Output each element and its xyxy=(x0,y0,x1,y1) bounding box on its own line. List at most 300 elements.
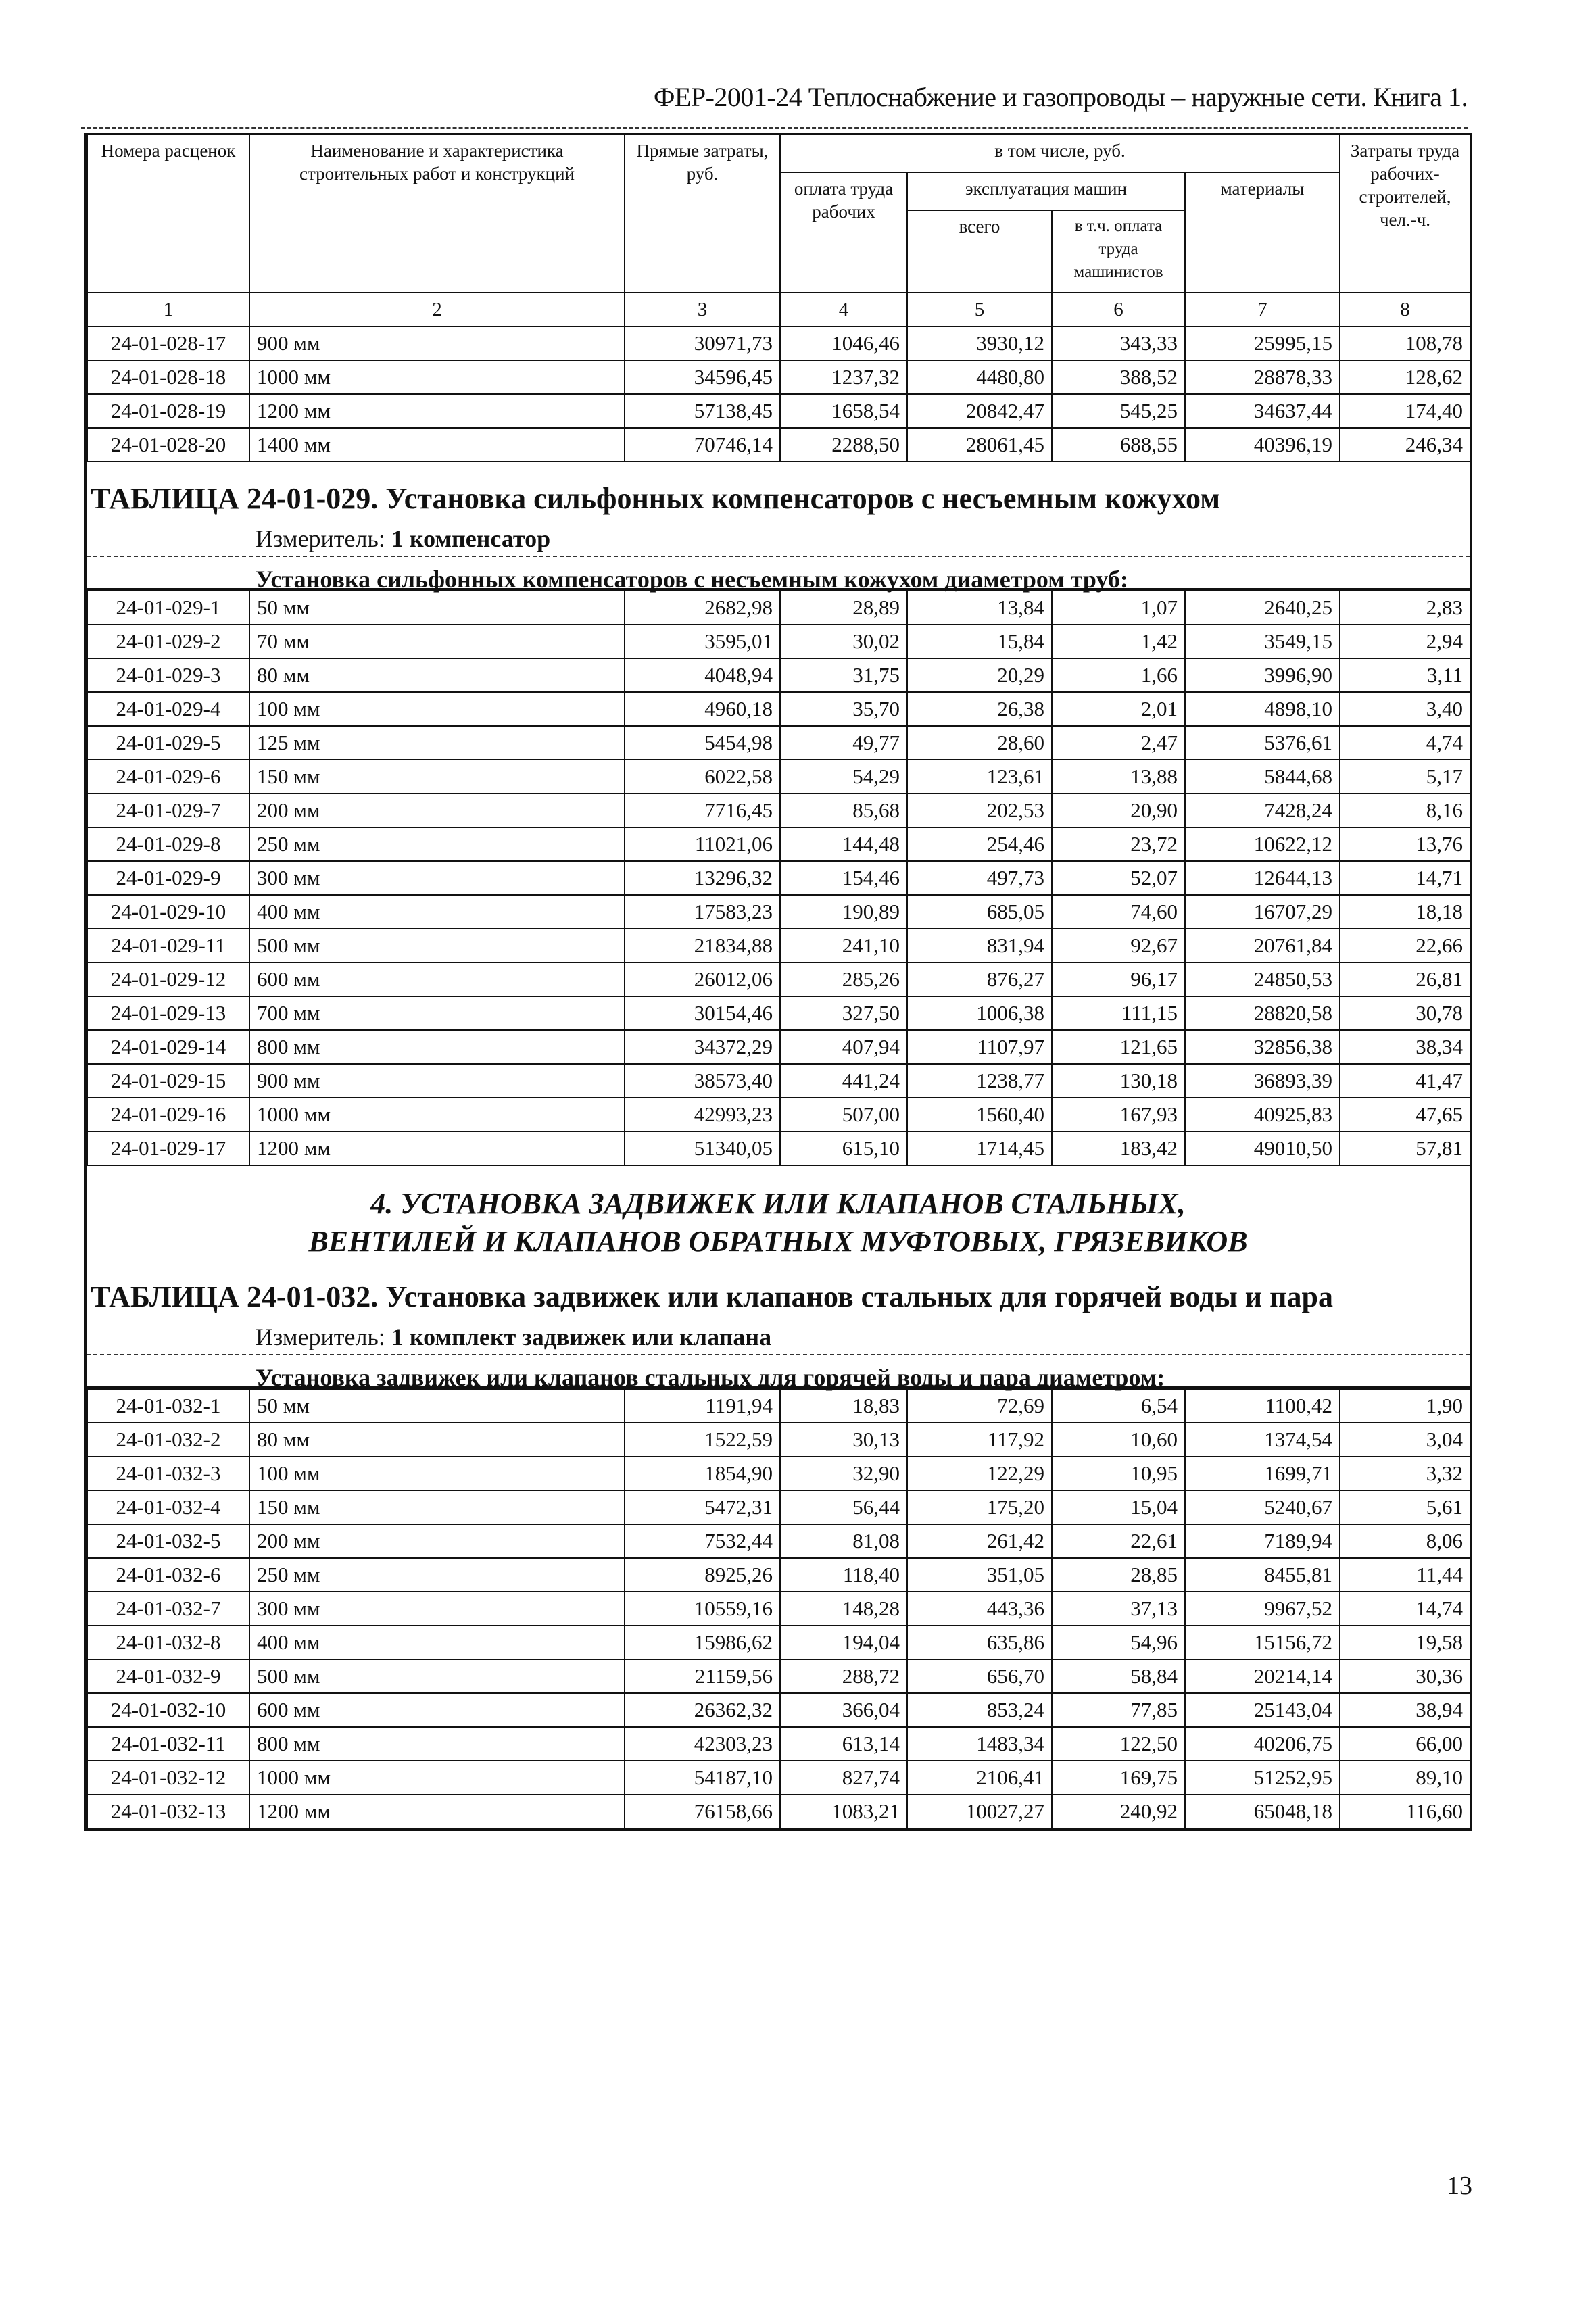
machines-total-cell: 4480,80 xyxy=(907,360,1052,394)
unit-label: Измеритель: xyxy=(256,525,391,552)
machines-total-cell: 1560,40 xyxy=(907,1098,1052,1131)
machines-total-cell: 15,84 xyxy=(907,625,1052,658)
machines-total-cell: 497,73 xyxy=(907,861,1052,895)
materials-cell: 24850,53 xyxy=(1185,962,1340,996)
worker-wages-cell: 31,75 xyxy=(780,658,907,692)
machines-total-cell: 351,05 xyxy=(907,1558,1052,1592)
rate-code-cell: 24-01-032-12 xyxy=(87,1761,249,1795)
table-row xyxy=(87,895,1470,929)
machines-total-cell: 2106,41 xyxy=(907,1761,1052,1795)
rate-code-cell: 24-01-028-17 xyxy=(87,326,249,360)
materials-cell: 7428,24 xyxy=(1185,794,1340,827)
table-row xyxy=(87,1423,1470,1457)
operator-wages-cell: 92,67 xyxy=(1052,929,1185,962)
work-description-cell: 1000 мм xyxy=(249,1761,625,1795)
worker-wages-cell: 54,29 xyxy=(780,760,907,794)
direct-costs-cell: 17583,23 xyxy=(625,895,780,929)
operator-wages-cell: 121,65 xyxy=(1052,1030,1185,1064)
work-description-cell: 125 мм xyxy=(249,726,625,760)
rate-code-cell: 24-01-029-11 xyxy=(87,929,249,962)
materials-cell: 8455,81 xyxy=(1185,1558,1340,1592)
materials-cell: 3549,15 xyxy=(1185,625,1340,658)
work-description-cell: 80 мм xyxy=(249,1423,625,1457)
operator-wages-cell: 1,07 xyxy=(1052,591,1185,625)
table-row xyxy=(87,1064,1470,1098)
materials-cell: 2640,25 xyxy=(1185,591,1340,625)
worker-wages-cell: 30,13 xyxy=(780,1423,907,1457)
worker-wages-cell: 30,02 xyxy=(780,625,907,658)
table-row xyxy=(87,1098,1470,1131)
rates-table-028 xyxy=(87,133,1471,462)
direct-costs-cell: 54187,10 xyxy=(625,1761,780,1795)
materials-cell: 5240,67 xyxy=(1185,1490,1340,1524)
materials-cell: 40206,75 xyxy=(1185,1727,1340,1761)
rate-code-cell: 24-01-029-15 xyxy=(87,1064,249,1098)
operator-wages-cell: 167,93 xyxy=(1052,1098,1185,1131)
work-description-cell: 1200 мм xyxy=(249,1131,625,1165)
work-description-cell: 250 мм xyxy=(249,1558,625,1592)
table-row xyxy=(87,827,1470,861)
materials-cell: 32856,38 xyxy=(1185,1030,1340,1064)
direct-costs-cell: 1854,90 xyxy=(625,1457,780,1490)
materials-cell: 51252,95 xyxy=(1185,1761,1340,1795)
labor-hours-cell: 38,34 xyxy=(1340,1030,1470,1064)
labor-hours-cell: 5,17 xyxy=(1340,760,1470,794)
direct-costs-cell: 34596,45 xyxy=(625,360,780,394)
rate-code-cell: 24-01-029-5 xyxy=(87,726,249,760)
rate-code-cell: 24-01-029-9 xyxy=(87,861,249,895)
work-description-cell: 200 мм xyxy=(249,1524,625,1558)
worker-wages-cell: 827,74 xyxy=(780,1761,907,1795)
rows-032 xyxy=(87,1389,1470,1828)
materials-cell: 20214,14 xyxy=(1185,1659,1340,1693)
direct-costs-cell: 13296,32 xyxy=(625,861,780,895)
machines-total-cell: 1107,97 xyxy=(907,1030,1052,1064)
operator-wages-cell: 37,13 xyxy=(1052,1592,1185,1626)
worker-wages-cell: 118,40 xyxy=(780,1558,907,1592)
operator-wages-cell: 77,85 xyxy=(1052,1693,1185,1727)
unit-value: 1 комплект задвижек или клапана xyxy=(391,1323,772,1350)
operator-wages-cell: 343,33 xyxy=(1052,326,1185,360)
machines-total-cell: 122,29 xyxy=(907,1457,1052,1490)
work-description-cell: 150 мм xyxy=(249,760,625,794)
worker-wages-cell: 144,48 xyxy=(780,827,907,861)
labor-hours-cell: 5,61 xyxy=(1340,1490,1470,1524)
page-number: 13 xyxy=(1447,2172,1472,2200)
unit-value: 1 компенсатор xyxy=(391,525,551,552)
worker-wages-cell: 1658,54 xyxy=(780,394,907,428)
work-description-cell: 1200 мм xyxy=(249,394,625,428)
labor-hours-cell: 89,10 xyxy=(1340,1761,1470,1795)
labor-hours-cell: 4,74 xyxy=(1340,726,1470,760)
machines-total-cell: 254,46 xyxy=(907,827,1052,861)
materials-cell: 16707,29 xyxy=(1185,895,1340,929)
work-description-cell: 150 мм xyxy=(249,1490,625,1524)
table-032-title: ТАБЛИЦА 24-01-032. Установка задвижек или клапанов стальных для горячей воды и пара xyxy=(91,1280,1333,1313)
worker-wages-cell: 1046,46 xyxy=(780,326,907,360)
table-row xyxy=(87,591,1470,625)
materials-cell: 3996,90 xyxy=(1185,658,1340,692)
labor-hours-cell: 8,16 xyxy=(1340,794,1470,827)
column-number: 3 xyxy=(625,293,780,326)
machines-total-cell: 685,05 xyxy=(907,895,1052,929)
worker-wages-cell: 613,14 xyxy=(780,1727,907,1761)
rate-code-cell: 24-01-032-7 xyxy=(87,1592,249,1626)
direct-costs-cell: 70746,14 xyxy=(625,428,780,462)
table-row xyxy=(87,1727,1470,1761)
labor-hours-cell: 108,78 xyxy=(1340,326,1470,360)
table-row xyxy=(87,1626,1470,1659)
direct-costs-cell: 21834,88 xyxy=(625,929,780,962)
header-including: в том числе, руб. xyxy=(780,135,1340,173)
direct-costs-cell: 2682,98 xyxy=(625,591,780,625)
worker-wages-cell: 81,08 xyxy=(780,1524,907,1558)
direct-costs-cell: 1191,94 xyxy=(625,1389,780,1423)
table-row xyxy=(87,1490,1470,1524)
machines-total-cell: 28,60 xyxy=(907,726,1052,760)
operator-wages-cell: 58,84 xyxy=(1052,1659,1185,1693)
work-description-cell: 400 мм xyxy=(249,1626,625,1659)
rate-code-cell: 24-01-029-8 xyxy=(87,827,249,861)
labor-hours-cell: 11,44 xyxy=(1340,1558,1470,1592)
labor-hours-cell: 30,78 xyxy=(1340,996,1470,1030)
rate-code-cell: 24-01-032-8 xyxy=(87,1626,249,1659)
materials-cell: 9967,52 xyxy=(1185,1592,1340,1626)
header-machines-total: всего xyxy=(907,210,1052,293)
machines-total-cell: 1238,77 xyxy=(907,1064,1052,1098)
table-row xyxy=(87,929,1470,962)
labor-hours-cell: 57,81 xyxy=(1340,1131,1470,1165)
rate-code-cell: 24-01-032-5 xyxy=(87,1524,249,1558)
table-row xyxy=(87,962,1470,996)
operator-wages-cell: 545,25 xyxy=(1052,394,1185,428)
materials-cell: 49010,50 xyxy=(1185,1131,1340,1165)
machines-total-cell: 123,61 xyxy=(907,760,1052,794)
rate-code-cell: 24-01-032-11 xyxy=(87,1727,249,1761)
running-head: ФЕР-2001-24 Теплоснабжение и газопроводы – наружные сети. Книга 1. xyxy=(653,82,1468,112)
rate-code-cell: 24-01-029-14 xyxy=(87,1030,249,1064)
table-row xyxy=(87,996,1470,1030)
direct-costs-cell: 42993,23 xyxy=(625,1098,780,1131)
labor-hours-cell: 13,76 xyxy=(1340,827,1470,861)
work-description-cell: 100 мм xyxy=(249,692,625,726)
work-description-cell: 900 мм xyxy=(249,1064,625,1098)
labor-hours-cell: 22,66 xyxy=(1340,929,1470,962)
rate-sheet xyxy=(84,133,1472,1831)
machines-total-cell: 876,27 xyxy=(907,962,1052,996)
machines-total-cell: 1006,38 xyxy=(907,996,1052,1030)
table-row xyxy=(87,326,1470,360)
rate-code-cell: 24-01-032-13 xyxy=(87,1795,249,1828)
table-032-unit xyxy=(87,1316,1470,1355)
work-description-cell: 100 мм xyxy=(249,1457,625,1490)
operator-wages-cell: 688,55 xyxy=(1052,428,1185,462)
operator-wages-cell: 1,42 xyxy=(1052,625,1185,658)
chapter-heading-line-2: ВЕНТИЛЕЙ И КЛАПАНОВ ОБРАТНЫХ МУФТОВЫХ, ГРЯЗЕВИКОВ xyxy=(308,1225,1248,1258)
work-description-cell: 900 мм xyxy=(249,326,625,360)
table-row xyxy=(87,1761,1470,1795)
table-row xyxy=(87,360,1470,394)
labor-hours-cell: 2,83 xyxy=(1340,591,1470,625)
rate-code-cell: 24-01-028-20 xyxy=(87,428,249,462)
worker-wages-cell: 327,50 xyxy=(780,996,907,1030)
work-description-cell: 400 мм xyxy=(249,895,625,929)
column-number: 8 xyxy=(1340,293,1470,326)
operator-wages-cell: 10,95 xyxy=(1052,1457,1185,1490)
direct-costs-cell: 51340,05 xyxy=(625,1131,780,1165)
operator-wages-cell: 23,72 xyxy=(1052,827,1185,861)
work-description-cell: 200 мм xyxy=(249,794,625,827)
materials-cell: 4898,10 xyxy=(1185,692,1340,726)
machines-total-cell: 853,24 xyxy=(907,1693,1052,1727)
machines-total-cell: 635,86 xyxy=(907,1626,1052,1659)
operator-wages-cell: 52,07 xyxy=(1052,861,1185,895)
table-row xyxy=(87,726,1470,760)
materials-cell: 36893,39 xyxy=(1185,1064,1340,1098)
worker-wages-cell: 56,44 xyxy=(780,1490,907,1524)
column-number: 6 xyxy=(1052,293,1185,326)
operator-wages-cell: 54,96 xyxy=(1052,1626,1185,1659)
table-row xyxy=(87,1457,1470,1490)
table-row xyxy=(87,1558,1470,1592)
materials-cell: 40396,19 xyxy=(1185,428,1340,462)
table-029-unit xyxy=(87,518,1470,557)
materials-cell: 20761,84 xyxy=(1185,929,1340,962)
direct-costs-cell: 15986,62 xyxy=(625,1626,780,1659)
materials-cell: 15156,72 xyxy=(1185,1626,1340,1659)
table-row xyxy=(87,1524,1470,1558)
table-row xyxy=(87,1030,1470,1064)
worker-wages-cell: 154,46 xyxy=(780,861,907,895)
work-description-cell: 300 мм xyxy=(249,861,625,895)
direct-costs-cell: 8925,26 xyxy=(625,1558,780,1592)
materials-cell: 65048,18 xyxy=(1185,1795,1340,1828)
labor-hours-cell: 246,34 xyxy=(1340,428,1470,462)
labor-hours-cell: 41,47 xyxy=(1340,1064,1470,1098)
rate-code-cell: 24-01-032-4 xyxy=(87,1490,249,1524)
machines-total-cell: 10027,27 xyxy=(907,1795,1052,1828)
operator-wages-cell: 22,61 xyxy=(1052,1524,1185,1558)
direct-costs-cell: 7716,45 xyxy=(625,794,780,827)
table-029-subheading: Установка сильфонных компенсаторов с несъемным кожухом диаметром труб: xyxy=(87,557,1470,590)
operator-wages-cell: 20,90 xyxy=(1052,794,1185,827)
worker-wages-cell: 441,24 xyxy=(780,1064,907,1098)
direct-costs-cell: 5454,98 xyxy=(625,726,780,760)
labor-hours-cell: 19,58 xyxy=(1340,1626,1470,1659)
rate-code-cell: 24-01-029-7 xyxy=(87,794,249,827)
header-direct-costs: Прямые затраты, руб. xyxy=(625,135,780,293)
table-row xyxy=(87,861,1470,895)
rate-code-cell: 24-01-029-2 xyxy=(87,625,249,658)
worker-wages-cell: 18,83 xyxy=(780,1389,907,1423)
header-labor-hours: Затраты труда рабочих-строителей, чел.-ч. xyxy=(1340,135,1470,293)
header-rate-number: Номера расценок xyxy=(87,135,249,293)
rate-code-cell: 24-01-032-10 xyxy=(87,1693,249,1727)
worker-wages-cell: 28,89 xyxy=(780,591,907,625)
machines-total-cell: 3930,12 xyxy=(907,326,1052,360)
operator-wages-cell: 388,52 xyxy=(1052,360,1185,394)
rate-code-cell: 24-01-028-19 xyxy=(87,394,249,428)
header-work-name: Наименование и характеристика строительных работ и конструкций xyxy=(249,135,625,293)
worker-wages-cell: 32,90 xyxy=(780,1457,907,1490)
header-operator-wages: в т.ч. оплата труда машинистов xyxy=(1052,210,1185,293)
work-description-cell: 1400 мм xyxy=(249,428,625,462)
materials-cell: 12644,13 xyxy=(1185,861,1340,895)
rates-table-032 xyxy=(87,1388,1471,1829)
rate-code-cell: 24-01-029-6 xyxy=(87,760,249,794)
operator-wages-cell: 6,54 xyxy=(1052,1389,1185,1423)
rate-code-cell: 24-01-029-4 xyxy=(87,692,249,726)
direct-costs-cell: 6022,58 xyxy=(625,760,780,794)
direct-costs-cell: 57138,45 xyxy=(625,394,780,428)
rate-code-cell: 24-01-029-3 xyxy=(87,658,249,692)
table-row xyxy=(87,692,1470,726)
worker-wages-cell: 241,10 xyxy=(780,929,907,962)
direct-costs-cell: 7532,44 xyxy=(625,1524,780,1558)
materials-cell: 25995,15 xyxy=(1185,326,1340,360)
worker-wages-cell: 2288,50 xyxy=(780,428,907,462)
chapter-heading xyxy=(87,1166,1470,1261)
rate-code-cell: 24-01-028-18 xyxy=(87,360,249,394)
operator-wages-cell: 1,66 xyxy=(1052,658,1185,692)
direct-costs-cell: 11021,06 xyxy=(625,827,780,861)
direct-costs-cell: 4960,18 xyxy=(625,692,780,726)
operator-wages-cell: 28,85 xyxy=(1052,1558,1185,1592)
labor-hours-cell: 30,36 xyxy=(1340,1659,1470,1693)
table-row xyxy=(87,1659,1470,1693)
machines-total-cell: 1483,34 xyxy=(907,1727,1052,1761)
materials-cell: 1699,71 xyxy=(1185,1457,1340,1490)
machines-total-cell: 202,53 xyxy=(907,794,1052,827)
labor-hours-cell: 38,94 xyxy=(1340,1693,1470,1727)
rate-code-cell: 24-01-032-2 xyxy=(87,1423,249,1457)
direct-costs-cell: 42303,23 xyxy=(625,1727,780,1761)
materials-cell: 5844,68 xyxy=(1185,760,1340,794)
machines-total-cell: 656,70 xyxy=(907,1659,1052,1693)
work-description-cell: 500 мм xyxy=(249,1659,625,1693)
labor-hours-cell: 26,81 xyxy=(1340,962,1470,996)
machines-total-cell: 28061,45 xyxy=(907,428,1052,462)
work-description-cell: 800 мм xyxy=(249,1030,625,1064)
labor-hours-cell: 47,65 xyxy=(1340,1098,1470,1131)
rows-028 xyxy=(87,326,1470,462)
direct-costs-cell: 10559,16 xyxy=(625,1592,780,1626)
operator-wages-cell: 2,01 xyxy=(1052,692,1185,726)
materials-cell: 28820,58 xyxy=(1185,996,1340,1030)
table-row xyxy=(87,658,1470,692)
operator-wages-cell: 96,17 xyxy=(1052,962,1185,996)
machines-total-cell: 1714,45 xyxy=(907,1131,1052,1165)
materials-cell: 10622,12 xyxy=(1185,827,1340,861)
rate-code-cell: 24-01-032-3 xyxy=(87,1457,249,1490)
work-description-cell: 70 мм xyxy=(249,625,625,658)
worker-wages-cell: 407,94 xyxy=(780,1030,907,1064)
direct-costs-cell: 30971,73 xyxy=(625,326,780,360)
labor-hours-cell: 8,06 xyxy=(1340,1524,1470,1558)
column-number: 7 xyxy=(1185,293,1340,326)
direct-costs-cell: 1522,59 xyxy=(625,1423,780,1457)
table-header xyxy=(87,135,1470,327)
operator-wages-cell: 15,04 xyxy=(1052,1490,1185,1524)
direct-costs-cell: 5472,31 xyxy=(625,1490,780,1524)
worker-wages-cell: 507,00 xyxy=(780,1098,907,1131)
rate-code-cell: 24-01-032-1 xyxy=(87,1389,249,1423)
table-row xyxy=(87,1131,1470,1165)
worker-wages-cell: 194,04 xyxy=(780,1626,907,1659)
work-description-cell: 1000 мм xyxy=(249,1098,625,1131)
direct-costs-cell: 3595,01 xyxy=(625,625,780,658)
worker-wages-cell: 615,10 xyxy=(780,1131,907,1165)
work-description-cell: 50 мм xyxy=(249,591,625,625)
materials-cell: 1100,42 xyxy=(1185,1389,1340,1423)
worker-wages-cell: 35,70 xyxy=(780,692,907,726)
worker-wages-cell: 85,68 xyxy=(780,794,907,827)
materials-cell: 28878,33 xyxy=(1185,360,1340,394)
work-description-cell: 600 мм xyxy=(249,1693,625,1727)
work-description-cell: 500 мм xyxy=(249,929,625,962)
unit-label: Измеритель: xyxy=(256,1323,391,1350)
labor-hours-cell: 3,04 xyxy=(1340,1423,1470,1457)
operator-wages-cell: 111,15 xyxy=(1052,996,1185,1030)
work-description-cell: 600 мм xyxy=(249,962,625,996)
table-row xyxy=(87,625,1470,658)
operator-wages-cell: 240,92 xyxy=(1052,1795,1185,1828)
table-032-subheading: Установка задвижек или клапанов стальных для горячей воды и пара диаметром: xyxy=(87,1355,1470,1388)
header-worker-wages: оплата труда рабочих xyxy=(780,172,907,293)
rate-code-cell: 24-01-029-12 xyxy=(87,962,249,996)
worker-wages-cell: 49,77 xyxy=(780,726,907,760)
rates-table-029 xyxy=(87,590,1471,1166)
rate-code-cell: 24-01-029-13 xyxy=(87,996,249,1030)
operator-wages-cell: 2,47 xyxy=(1052,726,1185,760)
work-description-cell: 800 мм xyxy=(249,1727,625,1761)
materials-cell: 34637,44 xyxy=(1185,394,1340,428)
header-materials: материалы xyxy=(1185,172,1340,293)
table-row xyxy=(87,794,1470,827)
machines-total-cell: 20,29 xyxy=(907,658,1052,692)
rate-code-cell: 24-01-029-10 xyxy=(87,895,249,929)
labor-hours-cell: 14,71 xyxy=(1340,861,1470,895)
labor-hours-cell: 14,74 xyxy=(1340,1592,1470,1626)
operator-wages-cell: 122,50 xyxy=(1052,1727,1185,1761)
labor-hours-cell: 18,18 xyxy=(1340,895,1470,929)
rate-code-cell: 24-01-032-6 xyxy=(87,1558,249,1592)
work-description-cell: 50 мм xyxy=(249,1389,625,1423)
chapter-heading-line-1: 4. УСТАНОВКА ЗАДВИЖЕК ИЛИ КЛАПАНОВ СТАЛЬНЫХ, xyxy=(370,1187,1186,1220)
work-description-cell: 1200 мм xyxy=(249,1795,625,1828)
labor-hours-cell: 3,40 xyxy=(1340,692,1470,726)
materials-cell: 25143,04 xyxy=(1185,1693,1340,1727)
labor-hours-cell: 2,94 xyxy=(1340,625,1470,658)
direct-costs-cell: 30154,46 xyxy=(625,996,780,1030)
rate-code-cell: 24-01-032-9 xyxy=(87,1659,249,1693)
machines-total-cell: 175,20 xyxy=(907,1490,1052,1524)
work-description-cell: 700 мм xyxy=(249,996,625,1030)
rate-code-cell: 24-01-029-16 xyxy=(87,1098,249,1131)
materials-cell: 5376,61 xyxy=(1185,726,1340,760)
machines-total-cell: 26,38 xyxy=(907,692,1052,726)
table-row xyxy=(87,428,1470,462)
operator-wages-cell: 130,18 xyxy=(1052,1064,1185,1098)
work-description-cell: 250 мм xyxy=(249,827,625,861)
machines-total-cell: 117,92 xyxy=(907,1423,1052,1457)
table-row xyxy=(87,394,1470,428)
table-029-title: ТАБЛИЦА 24-01-029. Установка сильфонных компенсаторов с несъемным кожухом xyxy=(91,482,1221,515)
direct-costs-cell: 34372,29 xyxy=(625,1030,780,1064)
direct-costs-cell: 4048,94 xyxy=(625,658,780,692)
direct-costs-cell: 26012,06 xyxy=(625,962,780,996)
table-row xyxy=(87,1592,1470,1626)
